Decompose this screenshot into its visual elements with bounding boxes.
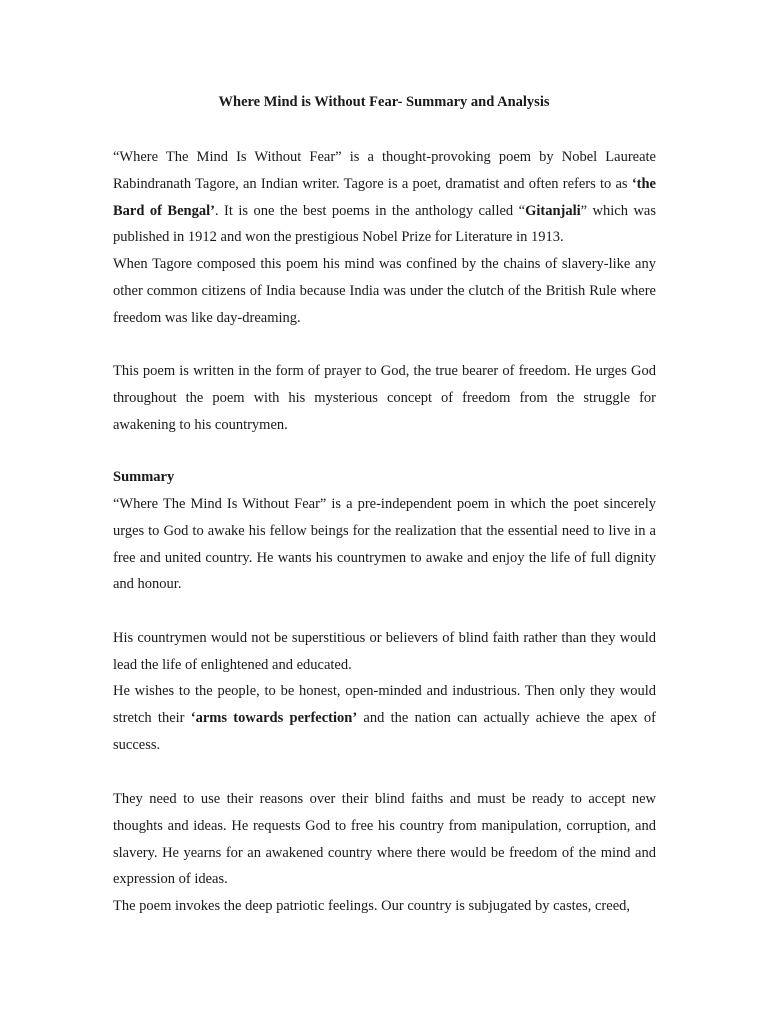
wishes-paragraph: [113, 678, 656, 758]
intro-text-a: “Where The Mind Is Without Fear” is a thought-provoking poem by Nobel Laureate Rabindranath Tagore, an Indian writer. Tagore is a poet, dramatist and often refers to as: [113, 149, 656, 192]
arms-towards-perfection-phrase: ‘arms towards perfection’: [190, 709, 358, 726]
bard-of-bengal-phrase: ‘the Bard of Bengal’: [113, 175, 656, 219]
prayer-paragraph: This poem is written in the form of prayer to God, the true bearer of freedom. He urges God throughout the poem with his mysterious concept of freedom from the struggle for awakening to his countrymen.: [113, 363, 656, 433]
gitanjali-title: Gitanjali: [525, 202, 581, 219]
summary-paragraph: “Where The Mind Is Without Fear” is a pre-independent poem in which the poet sincerely urges to God to awake his fellow beings for the realization that the essential need to live in a free and united country. He wants his countrymen to awake and enjoy the life of full dignity and honour.: [113, 496, 656, 593]
wishes-text-c: and the nation can actually achieve the apex of success.: [113, 709, 656, 753]
intro-text-c: . It is one the best poems in the anthology called “: [214, 202, 526, 219]
document-title: Where Mind is Without Fear- Summary and Analysis: [218, 94, 550, 110]
intro-text-d: ” which was published in 1912 and won the prestigious Nobel Prize for Literature in 1913.: [113, 202, 656, 246]
context-paragraph: When Tagore composed this poem his mind was confined by the chains of slavery-like any other common citizens of India because India was under the clutch of the British Rule where freedom was like day-dreaming.: [113, 256, 656, 326]
wishes-text-a: He wishes to the people, to be honest, open-minded and industrious. Then only they would stretch their: [113, 683, 656, 726]
countrymen-paragraph: His countrymen would not be superstitious or believers of blind faith rather than they would lead the life of enlightened and educated.: [113, 630, 656, 673]
patriotic-paragraph: The poem invokes the deep patriotic feelings. Our country is subjugated by castes, creed,: [113, 898, 631, 914]
reasons-paragraph: They need to use their reasons over their blind faiths and must be ready to accept new thoughts and ideas. He requests God to free his country from manipulation, corruption, and slavery. He yearns for an awakened country where there would be freedom of the mind and expression of ideas.: [113, 791, 656, 888]
summary-heading: Summary: [113, 469, 175, 485]
intro-paragraph: [113, 144, 656, 251]
